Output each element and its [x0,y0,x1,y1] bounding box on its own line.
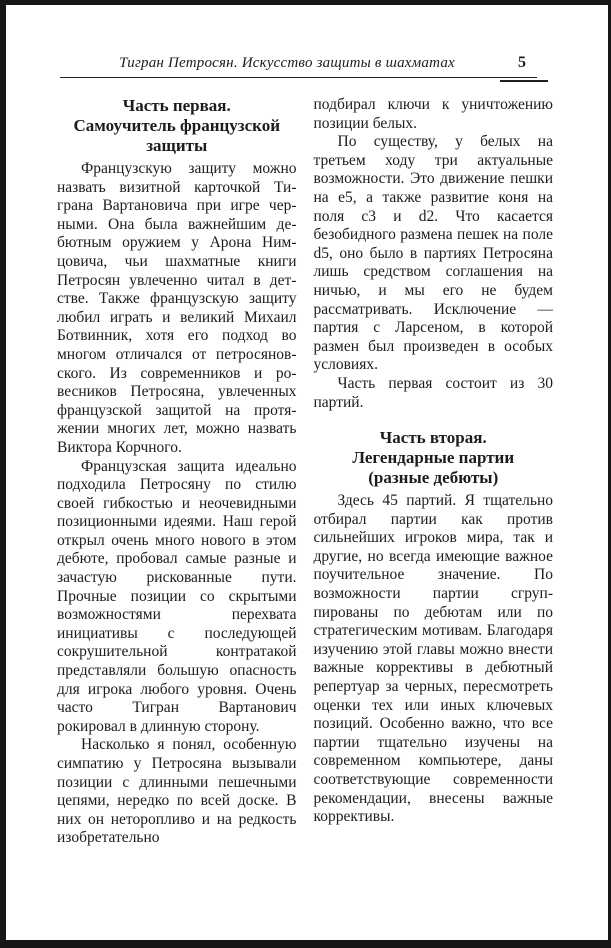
right-column [314,96,554,848]
page-number: 5 [518,54,526,71]
heading-line: Часть вторая. [379,428,487,448]
paragraph: По существу, у белых на третьем ходу три актуальные возможности. Это движение пешки на e5, а также развитие коня на поля c3 и d2. Что касается безобидного размена пешек на поле d5, оно было в партиях Петросяна лишь средством соглашения на ничью, и мы его не будем рассматривать. Исключение — партия с Ларсеном, в которой размен был произведен в особых условиях. [313,133,553,374]
heading-line: Часть первая. [122,96,231,115]
heading-line: Легендарные партии [352,448,515,468]
heading-line: Самоучитель французской [73,116,281,135]
paragraph: подбирал ключи к уничтожению позиции белых. [313,96,553,132]
paragraph: Здесь 45 партий. Я тщательно отбирал партии как против сильнейших игроков мира, так и другие, но всегда имеющие важное поучительное значение. По возможности партии сгруппированы по дебютам или по стратегическим мотивам. Благодаря изучению этой главы можно внести важные коррективы в дебютный репертуар за черных, пересмотреть оценки тех или иных ключевых позиций. Особенно важно, что все партии тщательно изучены на современном компьютере, даны соответствующие современности рекомендации, внесены важные коррективы. [313,492,553,826]
book-page [6,5,608,940]
section-heading-part-one [57,96,297,156]
left-column [57,96,297,848]
header-rule [60,77,537,78]
paragraph: Французская защита идеально подходила Петросяну по стилю своей гибкостью и неочевидными позиционными идеями. Наш герой открыл очень много нового в этом дебюте, пробовал самые разные и зачастую рискованные пути. Прочные позиции со скрытыми возможностями перехвата инициативы с последующей сокрушительной контратакой представляли большую опасность для игрока любого уровня. Очень часто Тигран Вартанович рокировал в длинную сторону. [57,457,297,735]
heading-line: (разные дебюты) [368,468,499,488]
paragraph: Насколько я понял, особенную симпатию у Петросяна вызывали позиции с длинными пешечными цепями, нередко по всей доске. В них он неторопливо и на редкость изобретательно [57,736,297,847]
section-heading-part-two [314,428,554,488]
text-columns [57,96,553,848]
heading-line: защиты [146,136,208,155]
paragraph: Французскую защиту можно назвать визитной карточкой Тиграна Вартановича при игре черными. Она была важнейшим дебютным оружием у Арона Нимцовича, чьи шахматные книги Петросян увлеченно читал в детстве. Также французскую защиту любил играть и великий Михаил Ботвинник, хотя его подход во многом отличался от петросяновского. Из современников и ровесников Петросяна, увлеченных французской защитой на протяжении многих лет, можно назвать Виктора Корчного. [57,160,297,456]
running-header-title: Тигран Петросян. Искусство защиты в шахматах [119,55,455,71]
paragraph: Часть первая состоит из 30 партий. [313,374,553,411]
page-number-rule [500,80,548,82]
